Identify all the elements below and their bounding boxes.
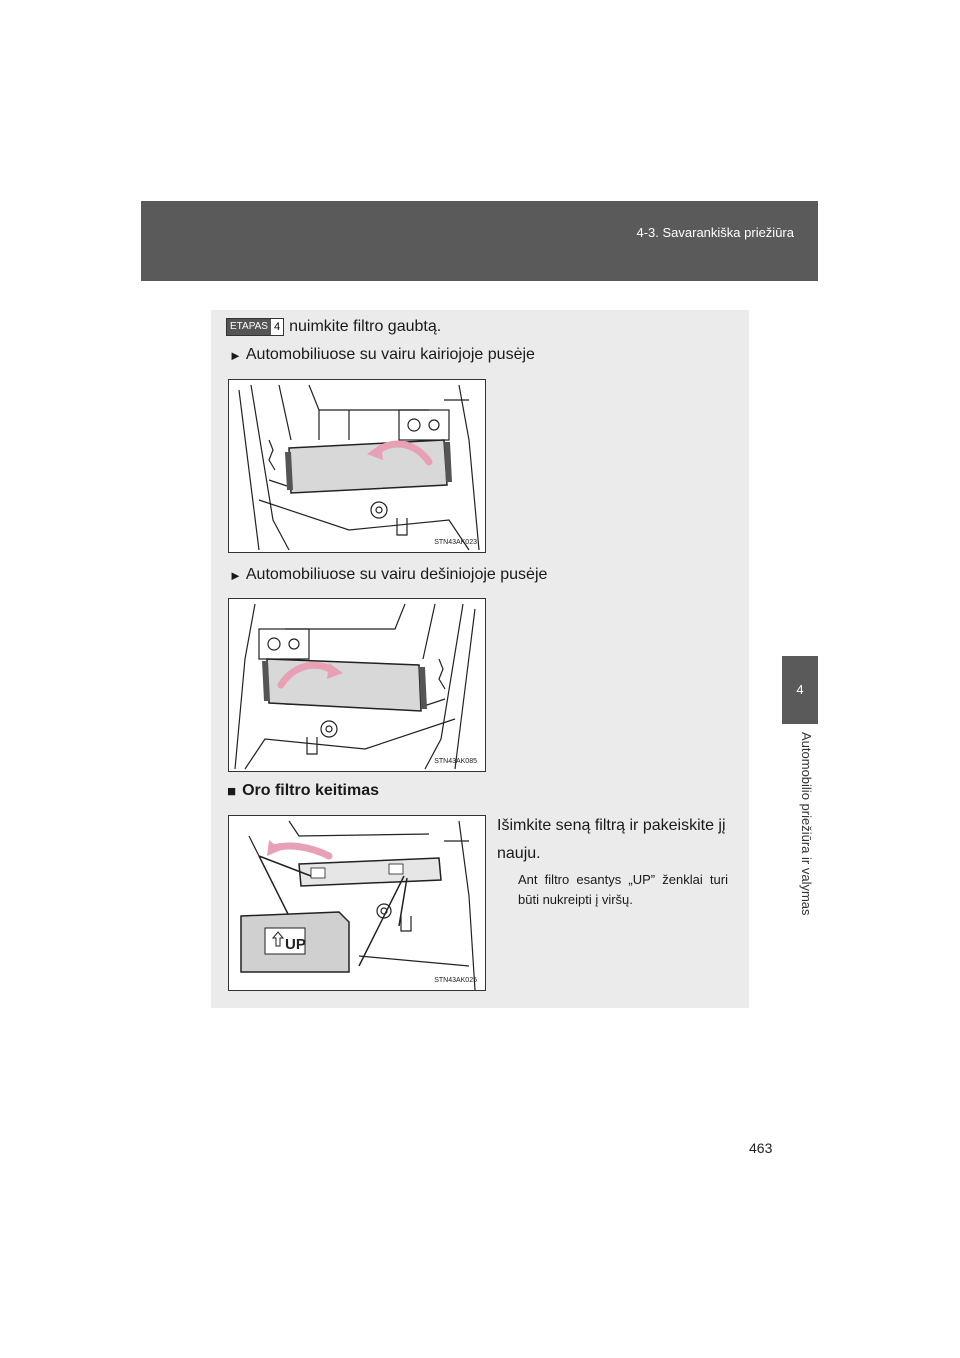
section-title: 4-3. Savarankiška priežiūra bbox=[636, 225, 794, 240]
rhd-label-line bbox=[229, 566, 547, 584]
triangle-right-icon: ► bbox=[229, 347, 242, 363]
replace-paragraph: Išimkite seną filtrą ir pakeiskite jį nauju. bbox=[497, 817, 726, 862]
figure-code-lhd: STN43AK023 bbox=[434, 539, 477, 546]
triangle-right-icon: ► bbox=[229, 567, 242, 583]
up-mark-text: UP bbox=[285, 936, 306, 953]
figure-replace bbox=[228, 815, 486, 991]
step-line bbox=[226, 318, 441, 336]
filter-cover-lhd-illustration bbox=[229, 380, 485, 552]
step-badge-number: 4 bbox=[271, 319, 283, 335]
section-heading-text: Oro filtro keitimas bbox=[242, 782, 379, 799]
square-bullet-icon: ■ bbox=[227, 782, 237, 800]
figure-lhd bbox=[228, 379, 486, 553]
rhd-label: Automobiliuose su vairu dešiniojoje pusėje bbox=[245, 566, 548, 583]
section-heading bbox=[227, 782, 379, 800]
filter-replacement-illustration bbox=[229, 816, 485, 990]
figure-rhd bbox=[228, 598, 486, 772]
step-badge bbox=[226, 318, 284, 336]
chapter-label: Automobilio priežiūra ir valymas bbox=[799, 732, 814, 916]
replace-note: Ant filtro esantys „UP” ženklai turi būti nukreipti į viršų. bbox=[518, 872, 728, 907]
page-number: 463 bbox=[749, 1140, 773, 1156]
figure-code-rhd: STN43AK085 bbox=[434, 758, 477, 765]
step-text: nuimkite filtro gaubtą. bbox=[289, 318, 442, 335]
header-bar bbox=[141, 201, 818, 281]
step-badge-label: ETAPAS bbox=[227, 319, 271, 335]
lhd-label-line bbox=[229, 346, 535, 364]
chapter-tab: 4 bbox=[782, 656, 818, 724]
lhd-label: Automobiliuose su vairu kairiojoje pusėje bbox=[245, 346, 535, 363]
filter-cover-rhd-illustration bbox=[229, 599, 485, 771]
figure-code-replace: STN43AK025 bbox=[434, 977, 477, 984]
